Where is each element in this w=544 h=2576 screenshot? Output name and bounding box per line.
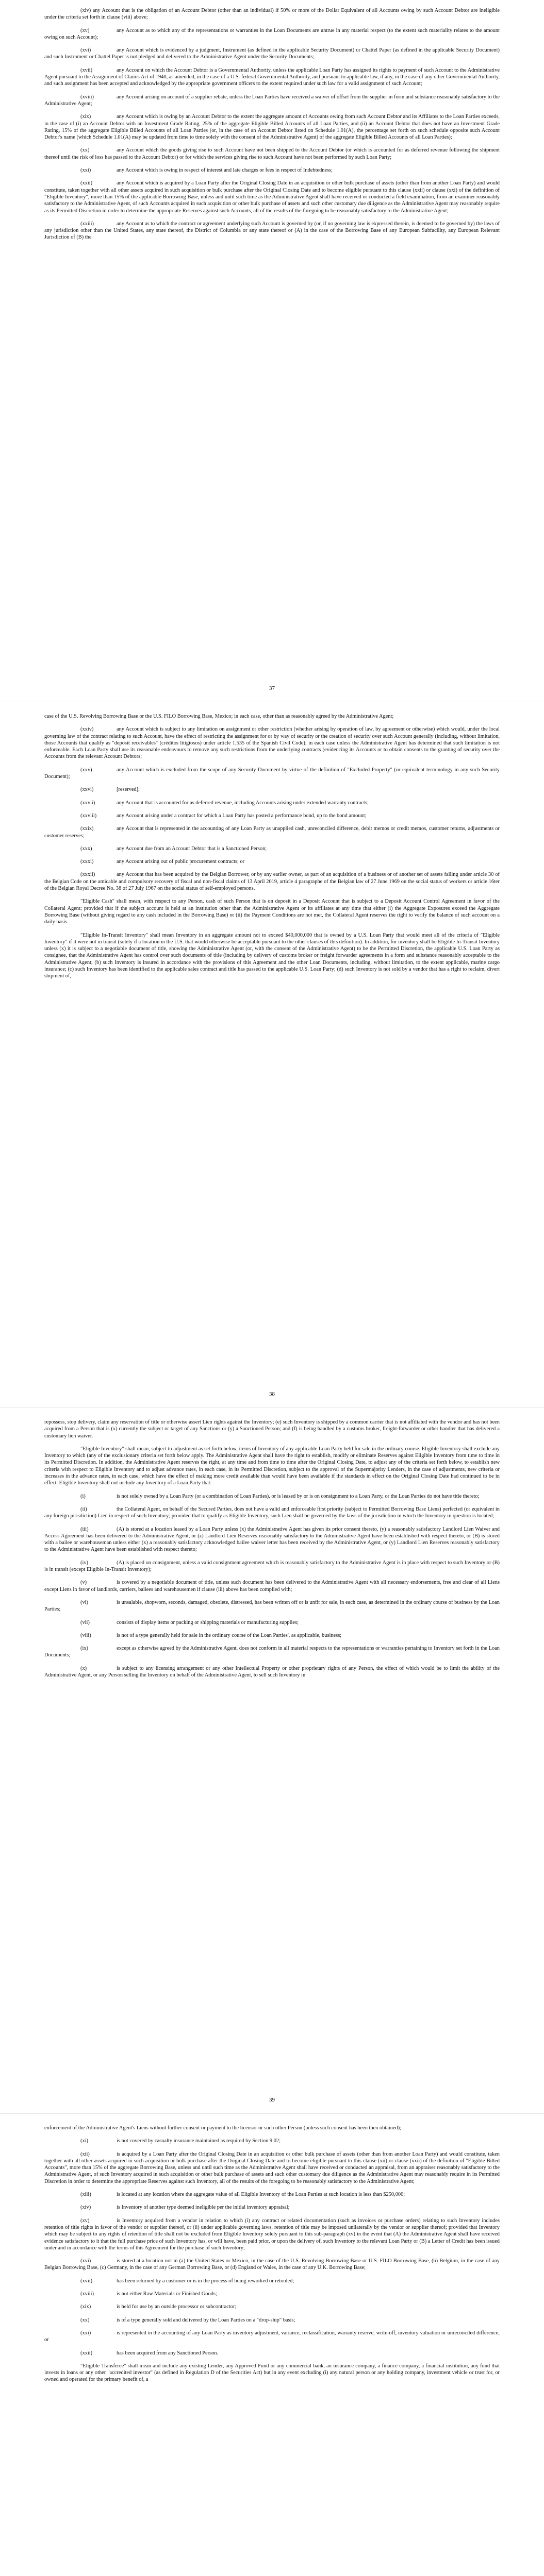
page-38: [0, 713, 544, 986]
list-item: [44, 247, 500, 254]
paragraph: repossess, stop delivery, claim any reservation of title or otherwise assert Lien rights against the Inventory; (e) such Inventory is shipped by a common carrier that is not affiliated with the vendor and has not been acquired from a Person that is (x) currently the subject or target of any Sanctions or (y) a Sanctioned Person; and (f) is being handled by a customs broker, freight-forwarder or other handler that has delivered a customary lien waiver.: [44, 1419, 500, 1439]
list-item: (iii) (A) is stored at a location leased by a Loan Party unless (x) the Administrative Agent has given its prior consent thereto, (y) a reasonably satisfactory Landlord Lien Waiver and Access Agreement has been delivered to the Administrative Agent, or (z) Landlord Lien Reserves reasonably satisfactory to the Administrative Agent have been established with respect thereto, or (B) is stored with a bailee or warehouseman unless either (x) a reasonably satisfactory acknowledged bailee waiver letter has been received by the Administrative Agent, or (y) Landlord Lien Reserves reasonably satisfactory to the Administrative Agent have been established with respect thereto;: [44, 1526, 500, 1553]
list-item: (xxv) any Account which is excluded from the scope of any Security Document by virtue of the definition of "Excluded Property" (or equivalent terminology in any such Security Document);: [44, 767, 500, 780]
list-item: (xxi) is represented in the accounting of any Loan Party as inventory adjustment, variance, reclassification, warranty reserve, write-off, inventory valuation or unreconciled difference; or: [44, 2330, 500, 2343]
list-item: (ii) the Collateral Agent, on behalf of the Secured Parties, does not have a valid and enforceable first priority (subject to Permitted Borrowing Base Liens) perfected (or equivalent in any foreign jurisdiction) Lien in respect of such Inventory; provided that to qualify as Eligible Inventory, such Lien shall be governed by the laws of the jurisdiction in which the Inventory in question is located;: [44, 1506, 500, 1519]
list-item: (xvii) has been returned by a customer or is in the process of being reworked or retooled;: [80, 2278, 294, 2284]
list-item: (xxviii) any Account arising under a contract for which a Loan Party has posted a performance bond, up to the bond amount;: [80, 812, 367, 819]
item-number: (xvi): [80, 2258, 91, 2264]
item-number: (xvii): [80, 67, 93, 73]
item-number: (xv): [80, 27, 90, 33]
list-item: (xxvii) any Account that is accounted for as deferred revenue, including Accounts arising under extended warranty contracts;: [80, 800, 369, 806]
definition-eligible-cash: "Eligible Cash" shall mean, with respect to any Person, cash of such Person that is on deposit in a Deposit Account that is subject to a Deposit Account Control Agreement in favor of the Collateral Agent; provided that if the subject account is held at an institution other than the Administrative Agent or its affiliates at any time that either (i) the Aggregate Exposures exceed the Aggregate Borrowing Base (without giving regard to any cash included in the Borrowing Base) or (ii) the Payment Conditions are not met, the Collateral Agent reserves the right to verify the balance of such account on a daily basis.: [44, 899, 500, 925]
list-item: (vi) is unsalable, shopworn, seconds, damaged, obsolete, distressed, has been written off or is unfit for sale, in each case, as determined in the ordinary course of business by the Loan Parties;: [44, 1599, 500, 1613]
page-number: 37: [269, 685, 275, 691]
list-item: (xxxi) any Account arising out of public procurement contracts; or: [80, 859, 245, 865]
item-number: (xvi): [80, 47, 91, 54]
list-item: (xx) is of a type generally sold and delivered by the Loan Parties on a "drop-ship" basis;: [80, 2317, 295, 2323]
list-item: (v) is covered by a negotiable document of title, unless such document has been delivered to the Administrative Agent with all necessary endorsements, free and clear of all Liens except Liens in favor of landlords, carriers, bailees and warehousemen if clause (iii) above has been complied with;: [44, 1580, 500, 1592]
paragraph: enforcement of the Administrative Agent's Liens without further consent or payment to the licensor or such other Person (unless such consent has been then obtained);: [44, 2125, 402, 2131]
list-item: (vii) consists of display items or packing or shipping materials or manufacturing supplies;: [80, 1619, 299, 1625]
list-item: (xxix) any Account that is represented in the accounting of any Loan Party as unapplied cash, unreconciled difference, debit memos or credit memos, customer returns, adjustments or customer reserves;: [44, 826, 500, 839]
definition-eligible-in-transit-inventory: "Eligible In-Transit Inventory" shall mean Inventory in an aggregate amount not to exceed $40,000,000 that is owned by a U.S. Loan Party that would meet all of the criteria of "Eligible Inventory" if it were not in transit (solely if a location in the U.S. that would otherwise be acceptable pursuant to the other clauses of this definition). In addition, for inventory shall be Eligible In-Transit Inventory unless (x) it is subject to a negotiable document of title, showing the Administrative Agent (or, with the consent of the Administrative Agent) to be the Permitted Discretion, the applicable U.S. Loan Party as consignee, that the Administrative Agent has control over such documents of title (including by delivery of customs broker or freight forwarder agreements in a form and substance reasonably acceptable to the Administrative Agent; (b) such Inventory is insured in accordance with the provisions of this Agreement and the other Loan Documents, including, without limitation, to the extent applicable, marine cargo insurance; (c) such Inventory has been identified to the applicable sales contract and title has passed to the applicable U.S. Loan Party; (d) such Inventory is not sold by a vendor that has a right to reclaim, divert shipment of,: [44, 932, 500, 979]
item-number: (viii): [80, 1632, 91, 1638]
paragraph: (xiv) any Account that is the obligation of an Account Debtor (other than an individual) if 50% or more of the Dollar Equivalent of all Accounts owing by such Account Debtor are ineligible under the criteria set forth in clause (viii) above;: [44, 8, 500, 21]
list-item: (xx) any Account which the goods giving rise to such Account have not been shipped to the Account Debtor (or which is accounted for as deferred revenue following the shipment thereof until the risk of loss has passed to the Account Debtor) or for which the services giving rise to such Account have not been performed by such Loan Party;: [44, 147, 500, 160]
item-number: (iii): [80, 1526, 89, 1532]
definition-eligible-transferee: "Eligible Transferee" shall mean and include any existing Lender, any Approved Fund or any commercial bank, an insurance company, a finance company, a financial institution, any fund that invests in loans or any other "accredited investor" (as defined in Regulation D of the Securities Act) but in any event excluding (i) any natural person or any holding company, investment vehicle or trust for, or owned and operated for the primary benefit of, a: [44, 2363, 500, 2383]
item-number: (v): [80, 1580, 87, 1586]
item-number: (xxxi): [80, 859, 94, 865]
list-item: (xi) is not covered by casualty insurance maintained as required by Section 9.02;: [80, 2138, 281, 2144]
item-number: (xxii): [80, 2350, 93, 2356]
paragraph: case of the U.S. Revolving Borrowing Base or the U.S. FILO Borrowing Base, Mexico; in each case, other than as reasonably agreed by the Administrative Agent;: [44, 714, 394, 719]
list-item: (xxii) any Account which is acquired by a Loan Party after the Original Closing Date in an acquisition or other bulk purchase of assets (other than from another Loan Party) and would constitute, taken together with all other assets acquired in such acquisition or bulk purchase after the Original Closing Date and to become eligible pursuant to this clause (xxii) or clause (xxi) of the definition of "Eligible Inventory", more than 15% of the applicable Borrowing Base, unless and until such time as the Administrative Agent shall have received or conducted a field examination, from an examiner reasonably satisfactory to the Administrative Agent, of such Accounts acquired in such acquisition or other bulk purchase of assets and such other customary due diligence as the Administrative Agent may reasonably require as its Permitted Discretion in order to determine the appropriate Reserves against such Accounts, all of the results of the foregoing to be reasonably satisfactory to the Administrative Agent;: [44, 180, 500, 214]
item-number: (xv): [80, 2217, 90, 2224]
item-number: (xxvii): [80, 800, 95, 806]
item-number: (xxiii): [80, 221, 94, 227]
page-number: 38: [269, 1391, 275, 1397]
item-number: (xxxii): [80, 872, 95, 878]
list-item: (iv) (A) is placed on consignment, unless a valid consignment agreement which is reasonably satisfactory to the Administrative Agent is in place with respect to such Inventory or (B) is in transit (except Eligible In-Transit Inventory);: [44, 1560, 500, 1573]
item-number: (xviii): [80, 2291, 94, 2297]
item-number: (x): [80, 1665, 87, 1671]
item-number: (xx): [80, 2317, 90, 2323]
item-number: (iv): [80, 1560, 89, 1566]
item-number: (ii): [80, 1506, 87, 1512]
list-item: (xix) any Account which is owing by an Account Debtor to the extent the aggregate amount of Accounts owing from such Account Debtor and its Affiliates to the Loan Parties exceeds, in the case of (i) an Account Debtor with an Investment Grade Rating, 25% of the aggregate Eligible Billed Accounts of all Loan Parties, and (ii) an Account Debtor that does not have an Investment Grade Rating, 15% of the aggregate Eligible Billed Accounts of all Loan Parties (or, in the case of an Account Debtor listed on Schedule 1.01(A), the percentage set forth on such schedule opposite such Account Debtor's name (which Schedule 1.01(A) may be updated from time to time solely with the consent of the Administrative Agent) of the aggregate Eligible Billed Accounts of all Loan Parties);: [44, 114, 500, 141]
item-number: (xxix): [80, 826, 94, 832]
item-number: (xix): [80, 114, 91, 120]
item-number: (xiv): [80, 2205, 91, 2211]
list-item: (xxiv) any Account which is subject to any limitation on assignment or other restriction (whether arising by operation of law, by agreement or otherwise) which would, under the local governing law of the contract relating to such Account, have the effect of restricting the assignment for or by way of security or the creation of security over such Account generally (including, without limitation, those Accounts that qualify as "deposit receivables" (créditos litigiosos) under article 1,535 of the Spanish Civil Code); in each case unless the Administrative Agent has determined that such limitation is not enforceable. Each Loan Party shall use its reasonable endeavours to remove any such restrictions from the underlying contracts (evidencing its Accounts or to obtain consents to the granting of security over the Accounts from the relevant Account Debtors;: [44, 726, 500, 760]
list-item: (xxvi) [reserved];: [80, 787, 140, 793]
list-item: (xv) any Account as to which any of the representations or warranties in the Loan Documents are untrue in any material respect (to the extent such materiality relates to the amount owing on such Account);: [44, 27, 500, 40]
list-item: (xvi) any Account which is evidenced by a judgment, Instrument (as defined in the applicable Security Document) or Chattel Paper (as defined in the applicable Security Document) and such Instrument or Chattel Paper is not pledged and delivered to the Administrative Agent under the Security Documents;: [44, 47, 500, 60]
list-item: (xii) is acquired by a Loan Party after the Original Closing Date in an acquisition or other bulk purchase of assets (other than from another Loan Party) and would constitute, taken together with all other assets acquired in such acquisition or bulk purchase after the Original Closing Date and to become eligible pursuant to this clause (xii) or clause (xxii) of the definition of "Eligible Billed Accounts", more than 15% of the aggregate Borrowing Base, unless and until such time as the Administrative Agent shall have received or conducted an appraisal, from an appraiser reasonably satisfactory to the Administrative Agent, of such Inventory acquired in such acquisition or other bulk purchase of assets and such other customary due diligence as the Administrative Agent may reasonably require in its Permitted Discretion in order to determine the appropriate Reserves against such Inventory, all of the results of the foregoing to be reasonably satisfactory to the Administrative Agent;: [44, 2151, 500, 2184]
item-number: (ix): [80, 1646, 89, 1652]
page-39: [0, 1419, 544, 1685]
page-number: 39: [269, 2097, 275, 2103]
item-number: (i): [80, 1493, 86, 1499]
item-number: (xviii): [80, 94, 94, 100]
item-number: (xxiv): [80, 726, 94, 733]
item-number: (vii): [80, 1619, 90, 1625]
item-number: (xxii): [80, 180, 93, 187]
list-item: (viii) is not of a type generally held for sale in the ordinary course of the Loan Parties', as applicable, business;: [80, 1632, 342, 1638]
item-number: (xxv): [80, 767, 92, 773]
page-37: [0, 7, 544, 260]
list-item: (xiii) is located at any location where the aggregate value of all Eligible Inventory of the Loan Parties at such location is less than $250,000;: [80, 2192, 405, 2198]
item-number: (xx): [80, 147, 90, 154]
item-number: (xi): [80, 2138, 89, 2144]
item-number: (vi): [80, 1599, 89, 1605]
list-item: (xxii) has been acquired from any Sanctioned Person.: [80, 2350, 219, 2356]
list-item: (xviii) any Account arising on account of a supplier rebate, unless the Loan Parties have received a waiver of offset from the supplier in form and substance reasonably satisfactory to the Administrative Agent;: [44, 94, 500, 107]
item-number: (xxi): [80, 2330, 91, 2336]
definition-eligible-inventory: "Eligible Inventory" shall mean, subject to adjustment as set forth below, items of Inventory of any applicable Loan Party held for sale in the ordinary course. Eligible Inventory shall exclude any Inventory to which (any of the exclusionary criteria set forth below apply. The Administrative Agent shall have the right to establish, modify or eliminate Reserves against Eligible Inventory from time to time in its Permitted Discretion. In addition, the Administrative Agent reserves the right, at any time and from time to time after the Original Closing Date, to adjust any of the criteria set forth below, to establish new criteria with respect to Eligible Inventory and to adjust advance rates, in each case, in its Permitted Discretion, subject to the approval of the Supermajority Lenders, in the case of adjustments, new criteria or increases in the advance rates, in each case, which have the effect of making more credit available than would have been available if the standards in effect on the Original Closing Date had continued to be in effect. Eligible Inventory shall not include any Inventory of a Loan Party that:: [44, 1446, 500, 1486]
item-number: (xxvi): [80, 787, 94, 793]
item-number: (xix): [80, 2304, 91, 2310]
list-item: (x) is subject to any licensing arrangement or any other Intellectual Property or other proprietary rights of any Person, the effect of which would be to limit the ability of the Administrative Agent, or any Person selling the Inventory on behalf of the Administrative Agent, to sell such Inventory in: [44, 1665, 500, 1679]
item-number: (xxviii): [80, 812, 97, 819]
page-separator: [0, 2113, 544, 2114]
list-item: (xix) is held for use by an outside processor or subcontractor;: [80, 2304, 237, 2310]
page-40: [0, 2125, 544, 2389]
list-item: (xxxii) any Account that has been acquired by the Belgian Borrower, or by any earlier owner, as part of an acquisition of a business or of another set of assets falling under article 30 of the Belgian Code on the amicable and compulsory recovery of fiscal and non-fiscal claims of 13 April 2019, article 4 paragraphe of the Belgian law of 27 June 1969 on the social status of workers or article 16ter of the Belgian Royal Decree No. 38 of 27 July 1967 on the social status of self-employed persons.: [44, 872, 500, 892]
list-item: (xxiii) any Account as to which the contract or agreement underlying such Account is governed by (or, if no governing law is expressed therein, is deemed to be governed by) the laws of any jurisdiction other than the United States, any state thereof, the District of Columbia or any state thereof or (A) in the case of the Borrowing Base of any European Subfacility, any European Relevant Jurisdiction of (B) the: [44, 221, 500, 241]
item-number: (xxi): [80, 167, 91, 174]
list-item: (xviii) is not either Raw Materials or Finished Goods;: [80, 2291, 217, 2297]
item-number: (xvii): [80, 2278, 93, 2284]
list-item: (xvii) any Account on which the Account Debtor is a Governmental Authority, unless the applicable Loan Party has assigned its rights to payment of such Account to the Administrative Agent pursuant to the Assignment of Claims Act of 1940, as amended, in the case of a U.S. federal Governmental Authority, and pursuant to applicable law, if any, in the case of any other Governmental Authority, and such assignment has been accepted and acknowledged by the appropriate government officers to the extent required under such law for a valid assignment of such Account;: [44, 67, 500, 87]
item-number: (xii): [80, 2151, 90, 2157]
item-number: (xiii): [80, 2192, 91, 2198]
list-item: (xiv) is Inventory of another type deemed ineligible per the initial inventory appraisal;: [80, 2205, 290, 2211]
list-item: (ix) except as otherwise agreed by the Administrative Agent, does not conform in all material respects to the representations or warranties pertaining to Inventory set forth in the Loan Documents;: [44, 1646, 500, 1658]
list-item: (i) is not solely owned by a Loan Party (or a combination of Loan Parties), or is leased by or is on consignment to a Loan Party, or the Loan Parties do not have title thereto;: [80, 1493, 480, 1499]
list-item: (xvi) is stored at a location not in (a) the United States or Mexico, in the case of the U.S. Revolving Borrowing Base or U.S. FILO Borrowing Base, (b) Belgium, in the case of any Belgian Borrowing Base, (c) Germany, in the case of any German Borrowing Base, or (d) England or Wales, in the case of any U.K. Borrowing Base;: [44, 2258, 500, 2271]
list-item: (xxx) any Account due from an Account Debtor that is a Sanctioned Person;: [80, 845, 267, 852]
list-item: (xxi) any Account which is owing in respect of interest and late charges or fees in respect of Indebtedness;: [80, 167, 333, 174]
item-number: (xxx): [80, 845, 92, 852]
list-item: (xv) is Inventory acquired from a vendor in relation to which (i) any contract or related documentation (such as invoices or purchase orders) relating to such Inventory includes retention of title rights in favor of the vendor or supplier thereof, or (ii) under applicable governing laws, retention of title may be imposed unilaterally by the vendor or supplier thereof; provided that Inventory which may be subject to any rights of retention of title shall not be excluded from Eligible Inventory solely pursuant to this sub-paragraph (xv) in the event that (A) the Administrative Agent shall have received evidence satisfactory to it that the full purchase price of such Inventory has, or will have, been paid prior, or upon the delivery of, such Inventory to the relevant Loan Party or (B) a Letter of Credit has been issued under and in accordance with the terms of this Agreement for the purchase of such Inventory;: [44, 2217, 500, 2251]
